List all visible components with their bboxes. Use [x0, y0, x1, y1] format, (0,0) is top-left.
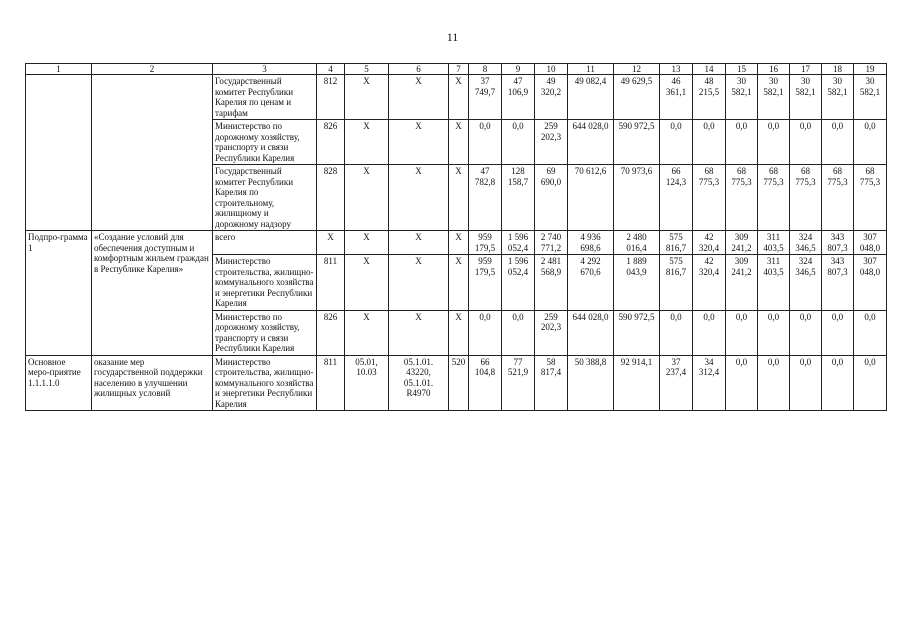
grbs-code-cell: 826	[317, 310, 345, 355]
header-col-3: 3	[213, 64, 317, 75]
value-cell: 575 816,7	[660, 255, 693, 311]
header-col-11: 11	[568, 64, 614, 75]
value-cell: 68 775,3	[726, 165, 758, 231]
value-cell: 30 582,1	[854, 75, 887, 120]
value-cell: 0,0	[726, 355, 758, 411]
header-col-19: 19	[854, 64, 887, 75]
grbs-code-cell: 811	[317, 355, 345, 411]
executor-cell: Государственный комитет Республики Карелия по строительному, жилищному и дорожному надзору	[213, 165, 317, 231]
target-code-cell: 05.1.01. 43220, 05.1.01. R4970	[389, 355, 449, 411]
value-cell: 49 629,5	[614, 75, 660, 120]
executor-cell: Министерство по дорожному хозяйству, транспорту и связи Республики Карелия	[213, 310, 317, 355]
value-cell: 0,0	[693, 310, 726, 355]
table-row	[26, 231, 887, 255]
target-code-cell: Х	[389, 165, 449, 231]
value-cell: 1 596 052,4	[502, 231, 535, 255]
header-col-6: 6	[389, 64, 449, 75]
value-cell: 259 202,3	[535, 120, 568, 165]
header-col-4: 4	[317, 64, 345, 75]
expense-type-cell: Х	[449, 310, 469, 355]
value-cell: 343 807,3	[822, 231, 854, 255]
value-cell: 42 320,4	[693, 255, 726, 311]
section-code-cell: Х	[345, 255, 389, 311]
value-cell: 37 237,4	[660, 355, 693, 411]
value-cell: 0,0	[469, 120, 502, 165]
value-cell: 0,0	[790, 355, 822, 411]
target-code-cell: Х	[389, 75, 449, 120]
value-cell: 0,0	[660, 120, 693, 165]
header-col-5: 5	[345, 64, 389, 75]
value-cell: 959 179,5	[469, 255, 502, 311]
row-group-cell-1	[26, 75, 92, 231]
grbs-code-cell: 812	[317, 75, 345, 120]
header-col-7: 7	[449, 64, 469, 75]
header-col-2: 2	[92, 64, 213, 75]
value-cell: 0,0	[502, 310, 535, 355]
value-cell: 34 312,4	[693, 355, 726, 411]
expense-type-cell: Х	[449, 231, 469, 255]
value-cell: 0,0	[502, 120, 535, 165]
header-col-10: 10	[535, 64, 568, 75]
value-cell: 68 775,3	[822, 165, 854, 231]
value-cell: 644 028,0	[568, 120, 614, 165]
executor-cell: Министерство строительства, жилищно-коммунального хозяйства и энергетики Республики Карелия	[213, 355, 317, 411]
value-cell: 68 775,3	[693, 165, 726, 231]
value-cell: 30 582,1	[758, 75, 790, 120]
subprogram-title-cell: «Создание условий для обеспечения доступным и комфортным жильем граждан в Республике Карелия»	[92, 231, 213, 356]
value-cell: 128 158,7	[502, 165, 535, 231]
value-cell: 959 179,5	[469, 231, 502, 255]
header-col-18: 18	[822, 64, 854, 75]
value-cell: 42 320,4	[693, 231, 726, 255]
value-cell: 644 028,0	[568, 310, 614, 355]
grbs-code-cell: 826	[317, 120, 345, 165]
executor-cell: Министерство строительства, жилищно-коммунального хозяйства и энергетики Республики Карелия	[213, 255, 317, 311]
grbs-code-cell: 811	[317, 255, 345, 311]
value-cell: 47 782,8	[469, 165, 502, 231]
value-cell: 311 403,5	[758, 255, 790, 311]
executor-cell: всего	[213, 231, 317, 255]
value-cell: 0,0	[758, 310, 790, 355]
row-group-cell-2	[92, 75, 213, 231]
target-code-cell: Х	[389, 310, 449, 355]
value-cell: 30 582,1	[726, 75, 758, 120]
activity-title-cell: оказание мер государственной поддержки населению в улучшении жилищных условий	[92, 355, 213, 411]
target-code-cell: Х	[389, 255, 449, 311]
value-cell: 0,0	[790, 310, 822, 355]
value-cell: 0,0	[854, 355, 887, 411]
expense-type-cell: Х	[449, 255, 469, 311]
table-row	[26, 355, 887, 411]
value-cell: 0,0	[822, 120, 854, 165]
value-cell: 0,0	[758, 120, 790, 165]
value-cell: 46 361,1	[660, 75, 693, 120]
expense-type-cell: Х	[449, 165, 469, 231]
section-code-cell: Х	[345, 120, 389, 165]
value-cell: 324 346,5	[790, 255, 822, 311]
value-cell: 68 775,3	[790, 165, 822, 231]
header-col-9: 9	[502, 64, 535, 75]
grbs-code-cell: 828	[317, 165, 345, 231]
header-col-16: 16	[758, 64, 790, 75]
value-cell: 309 241,2	[726, 231, 758, 255]
value-cell: 30 582,1	[790, 75, 822, 120]
value-cell: 575 816,7	[660, 231, 693, 255]
subprogram-status-cell: Подпро-грамма 1	[26, 231, 92, 356]
value-cell: 343 807,3	[822, 255, 854, 311]
target-code-cell: Х	[389, 231, 449, 255]
value-cell: 2 480 016,4	[614, 231, 660, 255]
value-cell: 30 582,1	[822, 75, 854, 120]
value-cell: 66 124,3	[660, 165, 693, 231]
value-cell: 58 817,4	[535, 355, 568, 411]
value-cell: 47 106,9	[502, 75, 535, 120]
section-code-cell: Х	[345, 231, 389, 255]
expense-type-cell: 520	[449, 355, 469, 411]
value-cell: 69 690,0	[535, 165, 568, 231]
value-cell: 50 388,8	[568, 355, 614, 411]
value-cell: 307 048,0	[854, 255, 887, 311]
value-cell: 1 889 043,9	[614, 255, 660, 311]
value-cell: 0,0	[726, 310, 758, 355]
value-cell: 0,0	[758, 355, 790, 411]
executor-cell: Министерство по дорожному хозяйству, транспорту и связи Республики Карелия	[213, 120, 317, 165]
header-row	[26, 64, 887, 75]
section-code-cell: Х	[345, 165, 389, 231]
value-cell: 590 972,5	[614, 120, 660, 165]
value-cell: 0,0	[726, 120, 758, 165]
value-cell: 49 082,4	[568, 75, 614, 120]
section-code-cell: 05.01, 10.03	[345, 355, 389, 411]
header-col-12: 12	[614, 64, 660, 75]
target-code-cell: Х	[389, 120, 449, 165]
value-cell: 590 972,5	[614, 310, 660, 355]
value-cell: 70 612,6	[568, 165, 614, 231]
value-cell: 4 936 698,6	[568, 231, 614, 255]
executor-cell: Государственный комитет Республики Карелия по ценам и тарифам	[213, 75, 317, 120]
value-cell: 307 048,0	[854, 231, 887, 255]
header-col-1: 1	[26, 64, 92, 75]
header-col-13: 13	[660, 64, 693, 75]
value-cell: 66 104,8	[469, 355, 502, 411]
value-cell: 0,0	[822, 355, 854, 411]
budget-table	[25, 63, 887, 411]
value-cell: 70 973,6	[614, 165, 660, 231]
value-cell: 324 346,5	[790, 231, 822, 255]
value-cell: 0,0	[822, 310, 854, 355]
value-cell: 311 403,5	[758, 231, 790, 255]
header-col-15: 15	[726, 64, 758, 75]
value-cell: 68 775,3	[758, 165, 790, 231]
value-cell: 309 241,2	[726, 255, 758, 311]
section-code-cell: Х	[345, 310, 389, 355]
expense-type-cell: Х	[449, 120, 469, 165]
section-code-cell: Х	[345, 75, 389, 120]
value-cell: 92 914,1	[614, 355, 660, 411]
value-cell: 0,0	[854, 120, 887, 165]
value-cell: 77 521,9	[502, 355, 535, 411]
header-col-14: 14	[693, 64, 726, 75]
header-col-8: 8	[469, 64, 502, 75]
table-row	[26, 75, 887, 120]
header-col-17: 17	[790, 64, 822, 75]
value-cell: 259 202,3	[535, 310, 568, 355]
value-cell: 48 215,5	[693, 75, 726, 120]
grbs-code-cell: Х	[317, 231, 345, 255]
page-number: 11	[446, 30, 459, 44]
value-cell: 0,0	[660, 310, 693, 355]
value-cell: 0,0	[790, 120, 822, 165]
expense-type-cell: Х	[449, 75, 469, 120]
value-cell: 2 481 568,9	[535, 255, 568, 311]
value-cell: 0,0	[469, 310, 502, 355]
value-cell: 68 775,3	[854, 165, 887, 231]
value-cell: 1 596 052,4	[502, 255, 535, 311]
activity-status-cell: Основное меро-приятие 1.1.1.1.0	[26, 355, 92, 411]
value-cell: 0,0	[693, 120, 726, 165]
value-cell: 37 749,7	[469, 75, 502, 120]
value-cell: 0,0	[854, 310, 887, 355]
value-cell: 49 320,2	[535, 75, 568, 120]
value-cell: 4 292 670,6	[568, 255, 614, 311]
value-cell: 2 740 771,2	[535, 231, 568, 255]
